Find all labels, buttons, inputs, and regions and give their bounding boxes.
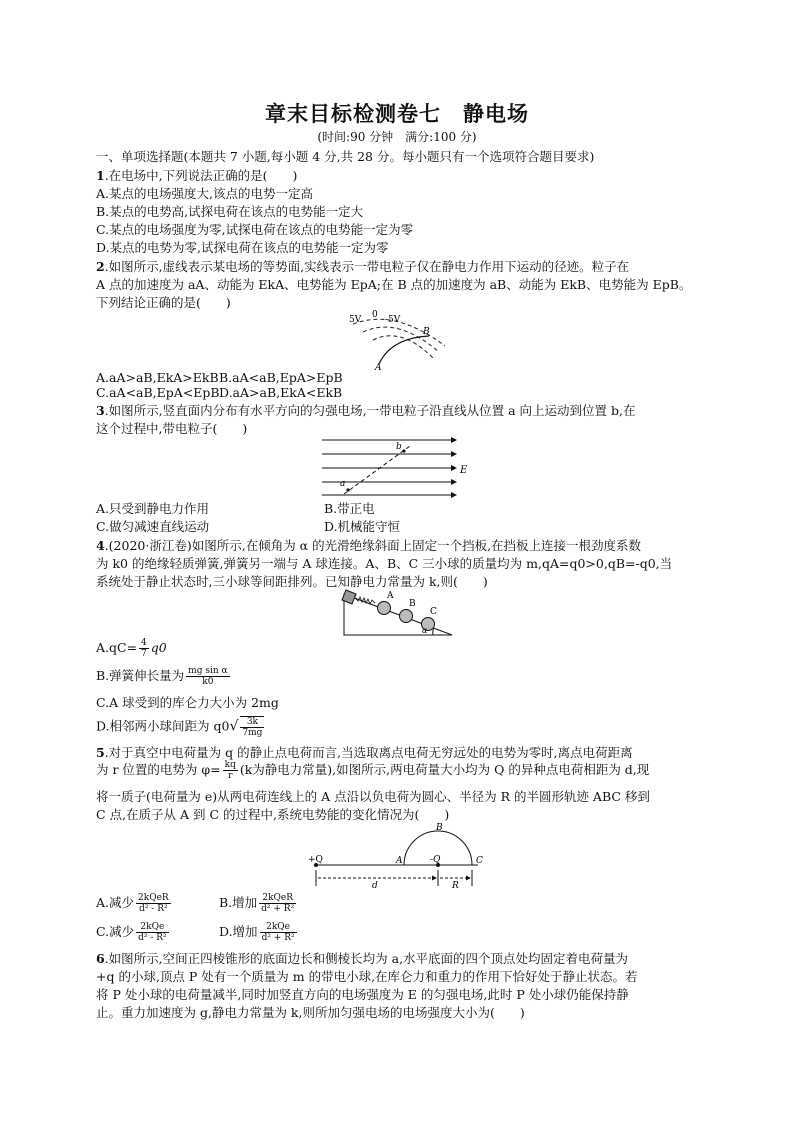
q2-figure xyxy=(335,310,460,372)
label-neg5v: -5V xyxy=(385,315,401,325)
point-a-label: a xyxy=(340,479,346,489)
q1-option-c: C.某点的电场强度为零,试探电荷在该点的电势能一定为零 xyxy=(96,222,414,237)
point-c-label: C xyxy=(476,856,483,866)
point-b-label: B xyxy=(436,823,443,833)
distance-d-label: d xyxy=(372,881,378,890)
point-b-label: B xyxy=(423,327,430,337)
q2-option-c: C.aA<aB,EpA<EpB xyxy=(96,385,220,400)
label-5v: 5V xyxy=(349,315,362,325)
q1-option-a: A.某点的电场强度大,该点的电势一定高 xyxy=(96,186,313,201)
page-subtitle: (时间:90 分钟 满分:100 分) xyxy=(317,130,477,144)
q6-stem-line1: 6.如图所示,空间正四棱锥形的底面边长和侧棱长均为 a,水平底面的四个顶点处均固定着电荷量为 xyxy=(96,951,629,966)
q4-option-d: D.相邻两小球间距为 q0√ $\frac{3k}{7mg}$ xyxy=(96,717,263,738)
q5-option-c: C.减少 $\frac{\text{2kQe}}{\text{d² - R²}}$ xyxy=(96,922,167,943)
q5-stem-line4: C 点,在质子从 A 到 C 的过程中,系统电势能的变化情况为( ) xyxy=(96,807,450,822)
q2-option-a: A.aA>aB,EkA>EkB xyxy=(96,370,219,385)
q1-option-b: B.某点的电势高,试探电荷在该点的电势能一定大 xyxy=(96,204,364,219)
label-0v: 0 xyxy=(372,310,378,320)
q3-option-d: D.机械能守恒 xyxy=(324,519,401,534)
negative-charge-label: -Q xyxy=(430,855,441,865)
q2-option-b: B.aA<aB,EpA>EpB xyxy=(219,370,343,385)
q4-option-c: C.A 球受到的库仑力大小为 2mg xyxy=(96,695,279,710)
q6-stem-line3: 将 P 处小球的电荷量减半,同时加竖直方向的电场强度为 E 的匀强电场,此时 P 处小球仍能保持静 xyxy=(96,987,629,1002)
q5-option-a: A.减少 $\frac{\text{2kQeR}}{\text{d² - R²}}$ xyxy=(96,893,169,914)
positive-charge-label: +Q xyxy=(308,855,323,865)
particle-trajectory xyxy=(379,336,429,364)
radius-r-label: R xyxy=(452,881,459,890)
q5-stem-line3: 将一质子(电荷量为 e)从两电荷连线上的 A 点沿以负电荷为圆心、半径为 R 的半圆形轨迹 ABC 移到 xyxy=(96,789,650,804)
ball-b-label: B xyxy=(409,599,416,609)
q4-figure xyxy=(340,588,455,638)
point-b xyxy=(402,449,405,452)
q5-figure xyxy=(306,822,496,890)
q2-stem-line3: 下列结论正确的是( ) xyxy=(96,295,231,310)
q3-option-c: C.做匀减速直线运动 xyxy=(96,519,210,534)
q2-stem-line2: A 点的加速度为 aA、动能为 EkA、电势能为 EpA;在 B 点的加速度为 aB、动能为 EkB、电势能为 EpB。 xyxy=(96,277,692,292)
page-title: 章末目标检测卷七 静电场 xyxy=(265,102,529,126)
q5-option-d: D.增加 $\frac{\text{2kQe}}{\text{d² + R²}}$ xyxy=(219,922,295,943)
q5-stem-line2: 为 r 位置的电势为 φ= $\frac{kq}{r}$ (k为静电力常量),如图所示,两电荷量大小均为 Q 的异种点电荷相距为 d,现 xyxy=(96,760,650,781)
particle-path xyxy=(344,446,410,494)
q4-option-a: A.qC= $\frac{4}{7}$ q0 xyxy=(96,638,167,659)
point-a-label: A xyxy=(375,363,382,372)
ball-b xyxy=(400,610,413,623)
q1-stem: 1.在电场中,下列说法正确的是( ) xyxy=(96,168,298,183)
angle-alpha-label: α xyxy=(422,626,428,635)
q3-option-b: B.带正电 xyxy=(324,501,375,516)
q4-stem-line1: 4.(2020·浙江卷)如图所示,在倾角为 α 的光滑绝缘斜面上固定一个挡板,在挡板上连接一根劲度系数 xyxy=(96,538,642,553)
point-b-label: b xyxy=(396,442,402,452)
q3-figure xyxy=(318,434,470,500)
q2-stem-line1: 2.如图所示,虚线表示某电场的等势面,实线表示一带电粒子仅在静电力作用下运动的径迹。粒子在 xyxy=(96,259,630,274)
point-a-label: A xyxy=(396,856,403,866)
section-heading: 一、单项选择题(本题共 7 小题,每小题 4 分,共 28 分。每小题只有一个选项符合题目要求) xyxy=(96,149,595,164)
q2-option-d: D.aA>aB,EkA<EkB xyxy=(219,385,343,400)
q3-stem-line1: 3.如图所示,竖直面内分布有水平方向的匀强电场,一带电粒子沿直线从位置 a 向上运动到位置 b,在 xyxy=(96,403,636,418)
q4-stem-line2: 为 k0 的绝缘轻质弹簧,弹簧另一端与 A 球连接。A、B、C 三小球的质量均为 m,qA=q0>0,qB=-q0,当 xyxy=(96,556,673,571)
point-a xyxy=(346,488,349,491)
q5-stem-line1: 5.对于真空中电荷量为 q 的静止点电荷而言,当选取离点电荷无穷远处的电势为零时,离点电荷距离 xyxy=(96,745,633,760)
q6-stem-line2: +q 的小球,顶点 P 处有一个质量为 m 的带电小球,在库仑力和重力的作用下恰好处于静止状态。若 xyxy=(96,969,638,984)
q3-option-a: A.只受到静电力作用 xyxy=(96,501,210,516)
q3-stem-line2: 这个过程中,带电粒子( ) xyxy=(96,421,248,436)
field-e-label: E xyxy=(460,465,468,476)
ball-a xyxy=(378,602,391,615)
q1-option-d: D.某点的电势为零,试探电荷在该点的电势能一定为零 xyxy=(96,240,389,255)
q4-option-b: B.弹簧伸长量为 $\frac{\text{mg sin α}}{k0}$ xyxy=(96,666,228,687)
q4-stem-line3: 系统处于静止状态时,三小球等间距排列。已知静电力常量为 k,则( ) xyxy=(96,574,488,589)
q5-option-b: B.增加 $\frac{\text{2kQeR}}{\text{d² + R²}}$ xyxy=(219,893,295,914)
ball-c-label: C xyxy=(430,607,437,617)
equipotential-neg5v xyxy=(373,336,433,358)
q6-stem-line4: 止。重力加速度为 g,静电力常量为 k,则所加匀强电场的电场强度大小为( ) xyxy=(96,1005,525,1020)
ball-a-label: A xyxy=(387,591,394,601)
